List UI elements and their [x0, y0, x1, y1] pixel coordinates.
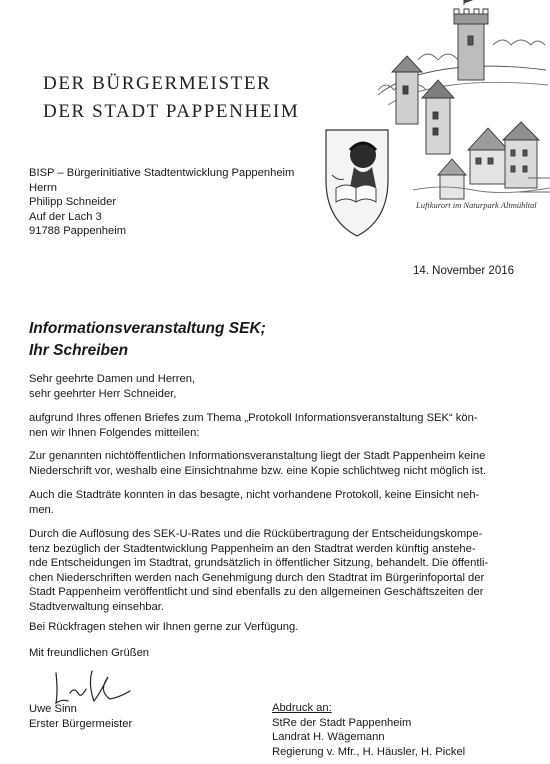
paragraph-3: [29, 488, 525, 517]
paragraph-line: men.: [29, 503, 54, 516]
recipient-org: BISP – Bürgerinitiative Stadtentwicklung Pappenheim: [29, 167, 295, 179]
paragraph-line: Bei Rückfragen stehen wir Ihnen gerne zur Verfügung.: [29, 621, 299, 633]
paragraph-line: tenz bezüglich der Stadtentwicklung Pappenheim an den Stadtrat werden künftig anstehe-: [29, 542, 476, 555]
copies-line-2: Landrat H. Wägemann: [272, 731, 385, 744]
letterhead-title: [43, 70, 299, 126]
recipient-salutation: Herrn: [29, 181, 57, 194]
recipient-city: 91788 Pappenheim: [29, 225, 127, 238]
signer-block: [29, 702, 132, 731]
paragraph-line: Stadt Pappenheim veröffentlicht und sind ebenfalls zu den allgemeinen Geschäftszeiten der: [29, 586, 484, 599]
subject-line-1: Informationsveranstaltung SEK;: [29, 320, 266, 337]
copies-block: [272, 701, 465, 759]
paragraph-line: Stadtverwaltung einsehbar.: [29, 600, 164, 613]
recipient-name: Philipp Schneider: [29, 196, 117, 209]
letterhead-tagline: Luftkurort im Naturpark Altmühltal: [416, 200, 537, 210]
signer-name: Uwe Sinn: [29, 703, 77, 715]
signer-title: Erster Bürgermeister: [29, 717, 133, 730]
paragraph-line: aufgrund Ihres offenen Briefes zum Thema „Protokoll Informationsveranstaltung SEK“ kön-: [29, 412, 478, 424]
copies-label: Abdruck an:: [272, 702, 332, 714]
greeting: [29, 372, 525, 401]
paragraph-5: [29, 620, 525, 635]
greeting-line-1: Sehr geehrte Damen und Herren,: [29, 373, 196, 385]
paragraph-line: nde Entscheidungen im Stadtrat, grundsätzlich in öffentlicher Sitzung, behandelt. Die öffentli-: [29, 557, 489, 570]
copies-line-3: Regierung v. Mfr., H. Häusler, H. Pickel: [272, 745, 466, 758]
paragraph-line: chen Niederschriften werden nach Genehmigung durch den Stadtrat im Bürgerinfoportal der: [29, 571, 485, 584]
letterhead-line-2: DER STADT PAPPENHEIM: [43, 101, 300, 122]
coat-of-arms: [326, 130, 388, 236]
recipient-address: [29, 166, 294, 239]
paragraph-4: [29, 527, 525, 615]
paragraph-line: Niederschrift vor, weshalb eine Einsichtnahme bzw. eine Kopie schlichtweg nicht möglich ist.: [29, 464, 487, 477]
greeting-line-2: sehr geehrter Herr Schneider,: [29, 387, 177, 400]
closing: Mit freundlichen Grüßen: [29, 647, 150, 659]
subject-line-2: Ihr Schreiben: [29, 342, 129, 359]
paragraph-2: [29, 449, 525, 478]
paragraph-line: Durch die Auflösung des SEK-U-Rates und die Rückübertragung der Entscheidungskompe-: [29, 528, 483, 540]
paragraph-line: nen wir Ihnen Folgendes mitteilen:: [29, 426, 200, 439]
paragraph-line: Zur genannten nichtöffentlichen Informationsveranstaltung liegt der Stadt Pappenheim keine: [29, 450, 486, 462]
copies-line-1: StRe der Stadt Pappenheim: [272, 716, 412, 729]
letter-subject: [29, 318, 266, 362]
paragraph-1: [29, 411, 525, 440]
letterhead-line-1: DER BÜRGERMEISTER: [43, 73, 272, 94]
letter-date: 14. November 2016: [413, 265, 515, 277]
recipient-street: Auf der Lach 3: [29, 210, 102, 223]
paragraph-line: Auch die Stadträte konnten in das besagte, nicht vorhandene Protokoll, keine Einsicht neh-: [29, 489, 480, 501]
